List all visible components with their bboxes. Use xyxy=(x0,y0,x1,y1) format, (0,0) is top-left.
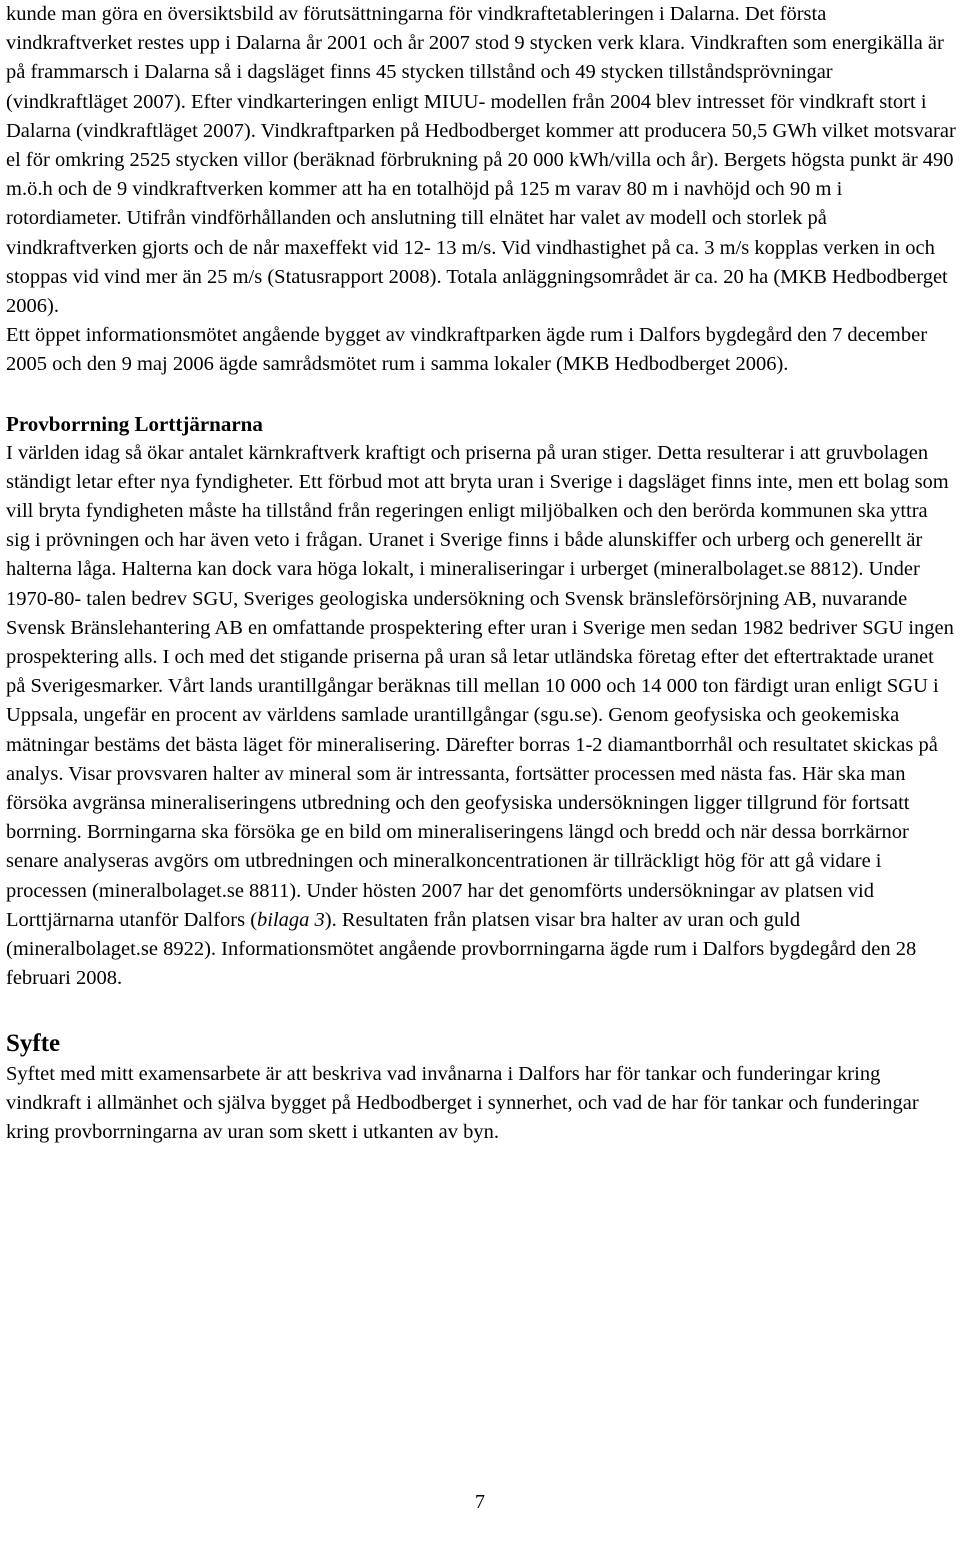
provborrning-text-before: I världen idag så ökar antalet kärnkraftverk kraftigt och priserna på uran stiger. Detta resulterar i att gruvbolagen ständigt letar efter nya fyndigheter. Ett förbud mot att bryta uran i Sverige i dagsläget finns inte, men ett bolag som vill bryta fyndigheten måste ha tillstånd från regeringen enligt miljöbalken och den berörda kommunen ska yttra sig i prövningen och har även veto i frågan. Uranet i Sverige finns i både alunskiffer och urberg och generellt är halterna låga. Halterna kan dock vara höga lokalt, i mineraliseringar i urberget (mineralbolaget.se 8812). Under 1970-80- talen bedrev SGU, Sveriges geologiska undersökning och Svensk bränsleförsörjning AB, nuvarande Svensk Bränslehantering AB en omfattande prospektering efter uran i Sverige men sedan 1982 bedriver SGU ingen prospektering alls. I och med det stigande priserna på uran så letar utländska företag efter det eftertraktade uranet på Sverigesmarker. Vårt lands urantillgångar beräknas till mellan 10 000 och 14 000 ton färdigt uran enligt SGU i Uppsala, ungefär en procent av världens samlade urantillgångar (sgu.se). Genom geofysiska och geokemiska mätningar bestäms det bästa läget för mineralisering. Därefter borras 1-2 diamantborrhål och resultatet skickas på analys. Visar provsvaren halter av mineral som är intressanta, fortsätter processen med nästa fas. Här ska man försöka avgränsa mineraliseringens utbredning och den geofysiska undersökningen ligger tillgrund för fortsatt borrning. Borrningarna ska försöka ge en bild om mineraliseringens längd och bredd och när dessa borrkärnor senare analyseras avgörs om utbredningen och mineralkoncentrationen är tillräckligt hög för att gå vidare i processen (mineralbolaget.se 8811). Under hösten 2007 har det genomförts undersökningar av platsen vid Lorttjärnarna utanför Dalfors ( xyxy=(6,441,954,931)
document-page xyxy=(6,0,956,1147)
syfte-paragraph: Syftet med mitt examensarbete är att beskriva vad invånarna i Dalfors har för tankar och funderingar kring vindkraft i allmänhet och själva bygget på Hedbodberget i synnerhet, och vad de har för tankar och funderingar kring provborrningarna av uran som skett i utkanten av byn. xyxy=(6,1062,919,1143)
appendix-reference: bilaga 3 xyxy=(257,908,325,931)
page-number: 7 xyxy=(475,1491,485,1513)
provborrning-paragraph xyxy=(6,439,956,994)
section-heading-syfte: Syfte xyxy=(6,1029,61,1057)
provborrning-text-after: ). Resultaten från platsen visar bra halter av uran och guld (mineralbolaget.se 8922). Informationsmötet angående provborrningarna ägde rum i Dalfors bygdegård den 28 februari 2008. xyxy=(6,908,917,990)
intro-paragraph: kunde man göra en översiktsbild av förutsättningarna för vindkraftetableringen i Dalarna. Det första vindkraftverket restes upp i Dalarna år 2001 och år 2007 stod 9 stycken verk klara. Vindkraften som energikälla är på frammarsch i Dalarna så i dagsläget finns 45 stycken tillstånd och 49 stycken tillståndsprövningar (vindkraftläget 2007). Efter vindkarteringen enligt MIUU- modellen från 2004 blev intresset för vindkraft stort i Dalarna (vindkraftläget 2007). Vindkraftparken på Hedbodberget kommer att producera 50,5 GWh vilket motsvarar el för omkring 2525 stycken villor (beräknad förbrukning på 20 000 kWh/villa och år). Bergets högsta punkt är 490 m.ö.h och de 9 vindkraftverken kommer att ha en totalhöjd på 125 m varav 80 m i navhöjd och 90 m i rotordiameter. Utifrån vindförhållanden och anslutning till elnätet har valet av modell och storlek på vindkraftverken gjorts och de når maxeffekt vid 12- 13 m/s. Vid vindhastighet på ca. 3 m/s kopplas verken in och stoppas vid vind mer än 25 m/s (Statusrapport 2008). Totala anläggningsområdet är ca. 20 ha (MKB Hedbodberget 2006). xyxy=(6,3,956,318)
meeting-paragraph: Ett öppet informationsmötet angående bygget av vindkraftparken ägde rum i Dalfors bygdegård den 7 december 2005 och den 9 maj 2006 ägde samrådsmötet rum i samma lokaler (MKB Hedbodberget 2006). xyxy=(6,324,928,376)
section-spacer xyxy=(6,994,956,1028)
section-heading-provborrning: Provborrning Lorttjärnarna xyxy=(6,411,263,436)
section-spacer xyxy=(6,380,956,410)
